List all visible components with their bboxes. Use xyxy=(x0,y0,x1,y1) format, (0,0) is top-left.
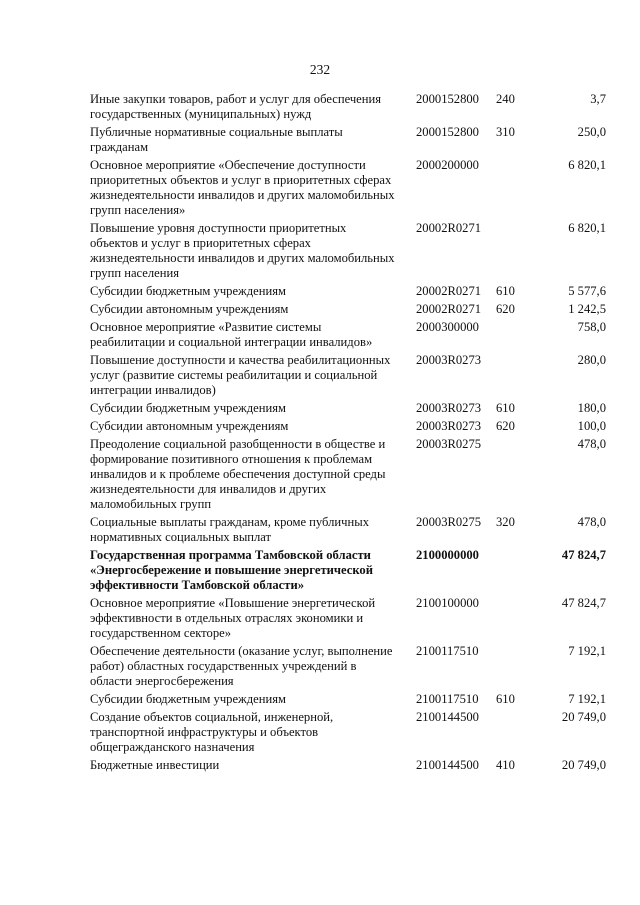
table-row xyxy=(90,419,606,434)
row-amount: 1 242,5 xyxy=(568,302,606,316)
row-expense-type: 410 xyxy=(496,758,515,772)
row-amount: 47 824,7 xyxy=(561,548,606,562)
table-row xyxy=(90,302,606,317)
row-description: Основное мероприятие «Обеспечение доступности приоритетных объектов и услуг в приоритетных сферах жизнедеятельности инвалидов и других маломобильных групп населения» xyxy=(90,158,395,217)
row-expense-type: 610 xyxy=(496,284,515,298)
row-expense-type: 620 xyxy=(496,419,515,433)
row-code: 20003R0273 xyxy=(416,419,482,433)
row-expense-type: 620 xyxy=(496,302,515,316)
row-amount: 47 824,7 xyxy=(561,596,606,610)
row-amount: 3,7 xyxy=(590,92,606,106)
table-row xyxy=(90,644,606,689)
page-number: 232 xyxy=(309,62,331,77)
row-code: 20003R0275 xyxy=(416,437,482,451)
row-amount: 7 192,1 xyxy=(568,644,606,658)
row-expense-type: 240 xyxy=(496,92,515,106)
row-amount: 758,0 xyxy=(577,320,606,334)
row-code: 20003R0273 xyxy=(416,353,482,367)
row-code: 2100144500 xyxy=(416,758,479,772)
row-amount: 478,0 xyxy=(577,515,606,529)
row-amount: 7 192,1 xyxy=(568,692,606,706)
row-code: 2100144500 xyxy=(416,710,479,724)
row-amount: 20 749,0 xyxy=(561,758,606,772)
row-amount: 6 820,1 xyxy=(568,221,606,235)
row-code: 20003R0275 xyxy=(416,515,482,529)
row-description: Бюджетные инвестиции xyxy=(90,758,220,772)
row-expense-type: 320 xyxy=(496,515,515,529)
row-code: 2000152800 xyxy=(416,92,479,106)
row-code: 2100100000 xyxy=(416,596,479,610)
row-description: Государственная программа Тамбовской области «Энергосбережение и повышение энергетической эффективности Тамбовской области» xyxy=(90,548,373,592)
row-code: 20002R0271 xyxy=(416,221,482,235)
row-description: Основное мероприятие «Развитие системы реабилитации и социальной интеграции инвалидов» xyxy=(90,320,373,349)
row-code: 2000152800 xyxy=(416,125,479,139)
table-row-program-heading xyxy=(90,548,606,593)
row-code: 2000300000 xyxy=(416,320,479,334)
row-amount: 100,0 xyxy=(577,419,606,433)
table-row xyxy=(90,320,606,350)
table-row xyxy=(90,284,606,299)
row-amount: 280,0 xyxy=(577,353,606,367)
row-amount: 180,0 xyxy=(577,401,606,415)
row-code: 2100000000 xyxy=(416,548,479,562)
row-description: Иные закупки товаров, работ и услуг для обеспечения государственных (муниципальных) нужд xyxy=(90,92,382,121)
row-description: Субсидии бюджетным учреждениям xyxy=(90,284,286,298)
row-description: Повышение доступности и качества реабилитационных услуг (развитие системы реабилитации и социальной интеграции инвалидов) xyxy=(90,353,391,397)
table-row xyxy=(90,353,606,398)
table-row xyxy=(90,596,606,641)
row-description: Основное мероприятие «Повышение энергетической эффективности в отдельных отраслях экономики и государственном секторе» xyxy=(90,596,376,640)
budget-table xyxy=(90,92,606,776)
table-row xyxy=(90,692,606,707)
table-row xyxy=(90,92,606,122)
table-row xyxy=(90,221,606,281)
row-code: 2100117510 xyxy=(416,692,479,706)
row-code: 20002R0271 xyxy=(416,302,482,316)
table-row xyxy=(90,401,606,416)
row-code: 2100117510 xyxy=(416,644,479,658)
row-expense-type: 610 xyxy=(496,401,515,415)
row-amount: 20 749,0 xyxy=(561,710,606,724)
row-code: 20002R0271 xyxy=(416,284,482,298)
table-row xyxy=(90,758,606,773)
row-amount: 6 820,1 xyxy=(568,158,606,172)
row-code: 20003R0273 xyxy=(416,401,482,415)
row-expense-type: 310 xyxy=(496,125,515,139)
table-row xyxy=(90,515,606,545)
table-row xyxy=(90,158,606,218)
row-description: Субсидии бюджетным учреждениям xyxy=(90,401,286,415)
row-code: 2000200000 xyxy=(416,158,479,172)
row-description: Субсидии автономным учреждениям xyxy=(90,302,289,316)
row-description: Субсидии автономным учреждениям xyxy=(90,419,289,433)
row-description: Повышение уровня доступности приоритетных объектов и услуг в приоритетных сферах жизнедеятельности инвалидов и других маломобильных групп населения xyxy=(90,221,395,280)
row-amount: 250,0 xyxy=(577,125,606,139)
table-row xyxy=(90,125,606,155)
row-description: Создание объектов социальной, инженерной, транспортной инфраструктуры и объектов общегражданского назначения xyxy=(90,710,334,754)
table-row xyxy=(90,437,606,512)
row-description: Преодоление социальной разобщенности в обществе и формирование позитивного отношения к проблемам инвалидов и к проблеме обеспечения доступной среды жизнедеятельности для инвалидов и других маломобильных групп xyxy=(90,437,386,511)
row-description: Субсидии бюджетным учреждениям xyxy=(90,692,286,706)
row-amount: 478,0 xyxy=(577,437,606,451)
table-row xyxy=(90,710,606,755)
row-amount: 5 577,6 xyxy=(568,284,606,298)
row-description: Социальные выплаты гражданам, кроме публичных нормативных социальных выплат xyxy=(90,515,369,544)
row-description: Обеспечение деятельности (оказание услуг, выполнение работ) областных государственных учреждений в области энергосбережения xyxy=(90,644,393,688)
row-expense-type: 610 xyxy=(496,692,515,706)
row-description: Публичные нормативные социальные выплаты гражданам xyxy=(90,125,343,154)
